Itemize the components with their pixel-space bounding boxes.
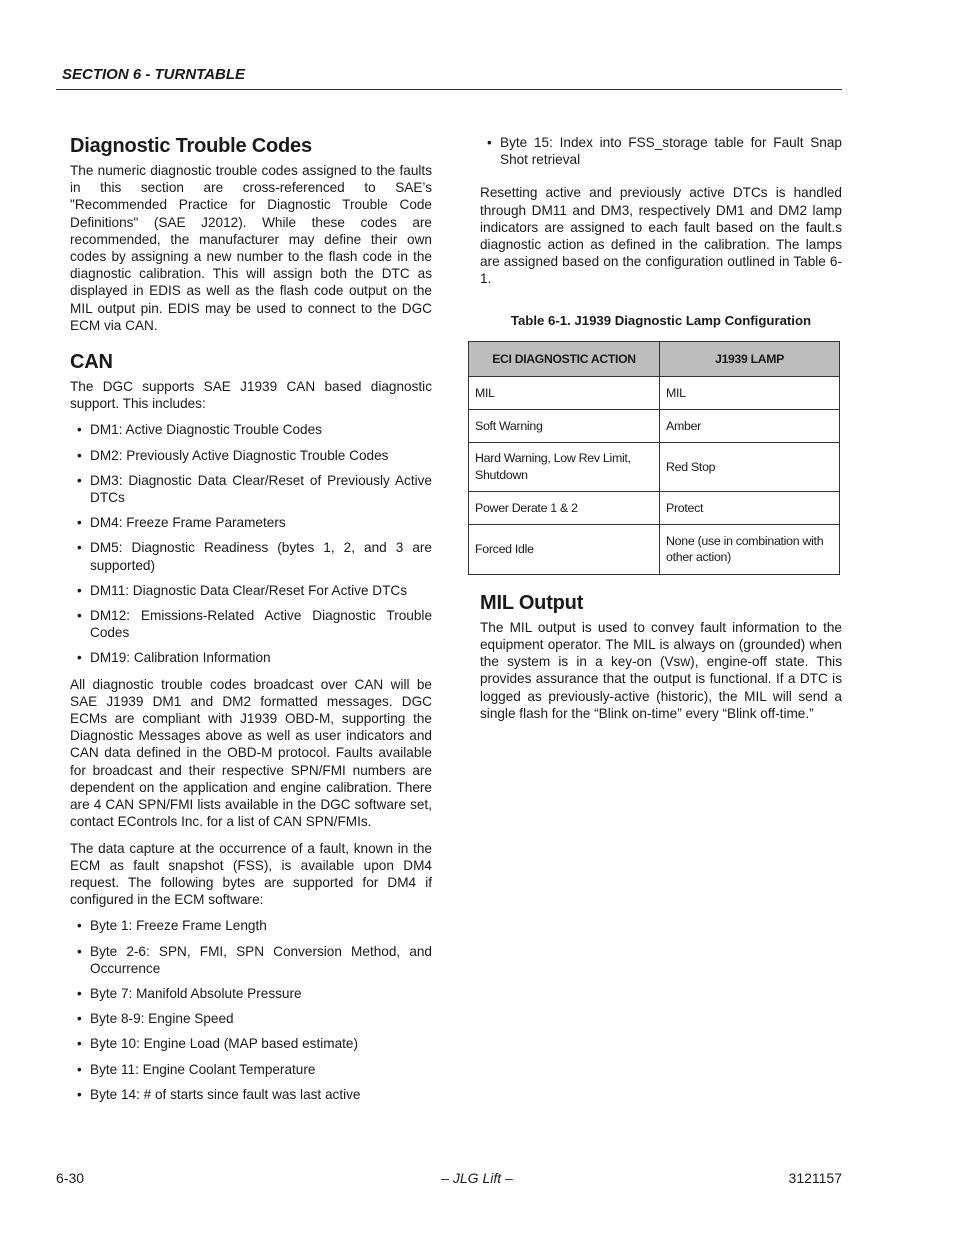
table-row — [469, 409, 840, 442]
list-item: • Byte 7: Manifold Absolute Pressure — [70, 985, 432, 1002]
table-cell: Forced Idle — [469, 524, 660, 574]
list-item: • DM3: Diagnostic Data Clear/Reset of Previously Active DTCs — [70, 472, 432, 506]
page-number: 6-30 — [56, 1170, 85, 1186]
dtc-paragraph: The numeric diagnostic trouble codes assigned to the faults in this section are cross-referenced to SAE’s "Recommended Practice for Diagnostic Trouble Code Definitions" (SAE J2012). While these codes are recommended, the manufacturer may define their own codes by assigning a new number to the flash code in the diagnostic calibration. This will assign both the DTC as displayed in EDIS as well as the flash code output on the MIL output pin. EDIS may be used to connect to the DGC ECM via CAN. — [70, 163, 432, 333]
table-row — [469, 376, 840, 409]
list-item: • DM2: Previously Active Diagnostic Trouble Codes — [70, 447, 432, 464]
table-cell: Red Stop — [660, 442, 840, 491]
list-item: • Byte 11: Engine Coolant Temperature — [70, 1061, 432, 1078]
table-row — [469, 524, 840, 574]
header-rule — [56, 89, 842, 90]
can-list — [70, 421, 432, 666]
table-row — [469, 491, 840, 524]
list-item: • DM19: Calibration Information — [70, 649, 432, 666]
list-item: • DM4: Freeze Frame Parameters — [70, 514, 432, 531]
lamp-table — [468, 341, 840, 575]
list-item: • Byte 2-6: SPN, FMI, SPN Conversion Method, and Occurrence — [70, 943, 432, 977]
table-cell: MIL — [660, 376, 840, 409]
mil-heading: MIL Output — [480, 591, 584, 614]
table-header-row — [469, 341, 840, 376]
list-item: • DM12: Emissions-Related Active Diagnostic Trouble Codes — [70, 607, 432, 641]
list-item: • DM1: Active Diagnostic Trouble Codes — [70, 421, 432, 438]
column-header: ECI DIAGNOSTIC ACTION — [469, 341, 660, 376]
dtc-heading: Diagnostic Trouble Codes — [70, 135, 312, 157]
reset-paragraph: Resetting active and previously active DTCs is handled through DM11 and DM3, respectively DM1 and DM2 lamp indicators are assigned to each fault based on the fault.s diagnostic action as defined in the calibration. The lamps are assigned based on the configuration outlined in Table 6-1. — [480, 185, 842, 287]
list-item: • DM11: Diagnostic Data Clear/Reset For Active DTCs — [70, 582, 432, 599]
can-intro: The DGC supports SAE J1939 CAN based diagnostic support. This includes: — [70, 379, 432, 412]
list-item: • Byte 10: Engine Load (MAP based estimate) — [70, 1035, 432, 1052]
right-column — [475, 134, 842, 731]
table-cell: MIL — [469, 376, 660, 409]
mil-paragraph: The MIL output is used to convey fault information to the equipment operator. The MIL is always on (grounded) when the system is in a key-on (Vsw), engine-off state. This provides assurance that the output is functional. If a DTC is logged as previously-active (historic), the MIL will send a single flash for the “Blink on-time” every “Blink off-time.” — [480, 619, 842, 721]
list-item: • Byte 14: # of starts since fault was last active — [70, 1086, 432, 1103]
table-cell: None (use in combination with other action) — [660, 524, 840, 574]
footer-publisher: – JLG Lift – — [441, 1170, 513, 1186]
byte-list — [70, 917, 432, 1103]
table-cell: Hard Warning, Low Rev Limit, Shutdown — [469, 442, 660, 491]
table-row — [469, 442, 840, 491]
table-caption: Table 6-1. J1939 Diagnostic Lamp Configuration — [510, 312, 812, 328]
byte-list-continued — [480, 134, 842, 168]
can-heading: CAN — [70, 351, 113, 374]
table-cell: Protect — [660, 491, 840, 524]
capture-paragraph: The data capture at the occurrence of a fault, known in the ECM as fault snapshot (FSS), is available upon DM4 request. The following bytes are supported for DM4 if configured in the ECM software: — [70, 840, 432, 908]
document-number: 3121157 — [788, 1170, 842, 1186]
broadcast-paragraph: All diagnostic trouble codes broadcast over CAN will be SAE J1939 DM1 and DM2 formatted messages. DGC ECMs are compliant with J1939 OBD-M, supporting the Diagnostic Messages above as well as user indicators and CAN data defined in the OBD-M protocol. Faults available for broadcast and their respective SPN/FMI numbers are dependent on the application and engine calibration. There are 4 CAN SPN/FMI lists available in the DGC software set, contact EControls Inc. for a list of CAN SPN/FMIs. — [70, 676, 432, 830]
list-item: • Byte 8-9: Engine Speed — [70, 1010, 432, 1027]
table-cell: Power Derate 1 & 2 — [469, 491, 660, 524]
list-item: • DM5: Diagnostic Readiness (bytes 1, 2, and 3 are supported) — [70, 539, 432, 573]
column-header: J1939 LAMP — [660, 341, 840, 376]
list-item: • Byte 1: Freeze Frame Length — [70, 917, 432, 934]
list-item: • Byte 15: Index into FSS_storage table for Fault Snap Shot retrieval — [480, 134, 842, 168]
header-title: SECTION 6 - TURNTABLE — [62, 66, 246, 83]
table-cell: Amber — [660, 409, 840, 442]
left-column — [70, 134, 432, 1112]
table-cell: Soft Warning — [469, 409, 660, 442]
